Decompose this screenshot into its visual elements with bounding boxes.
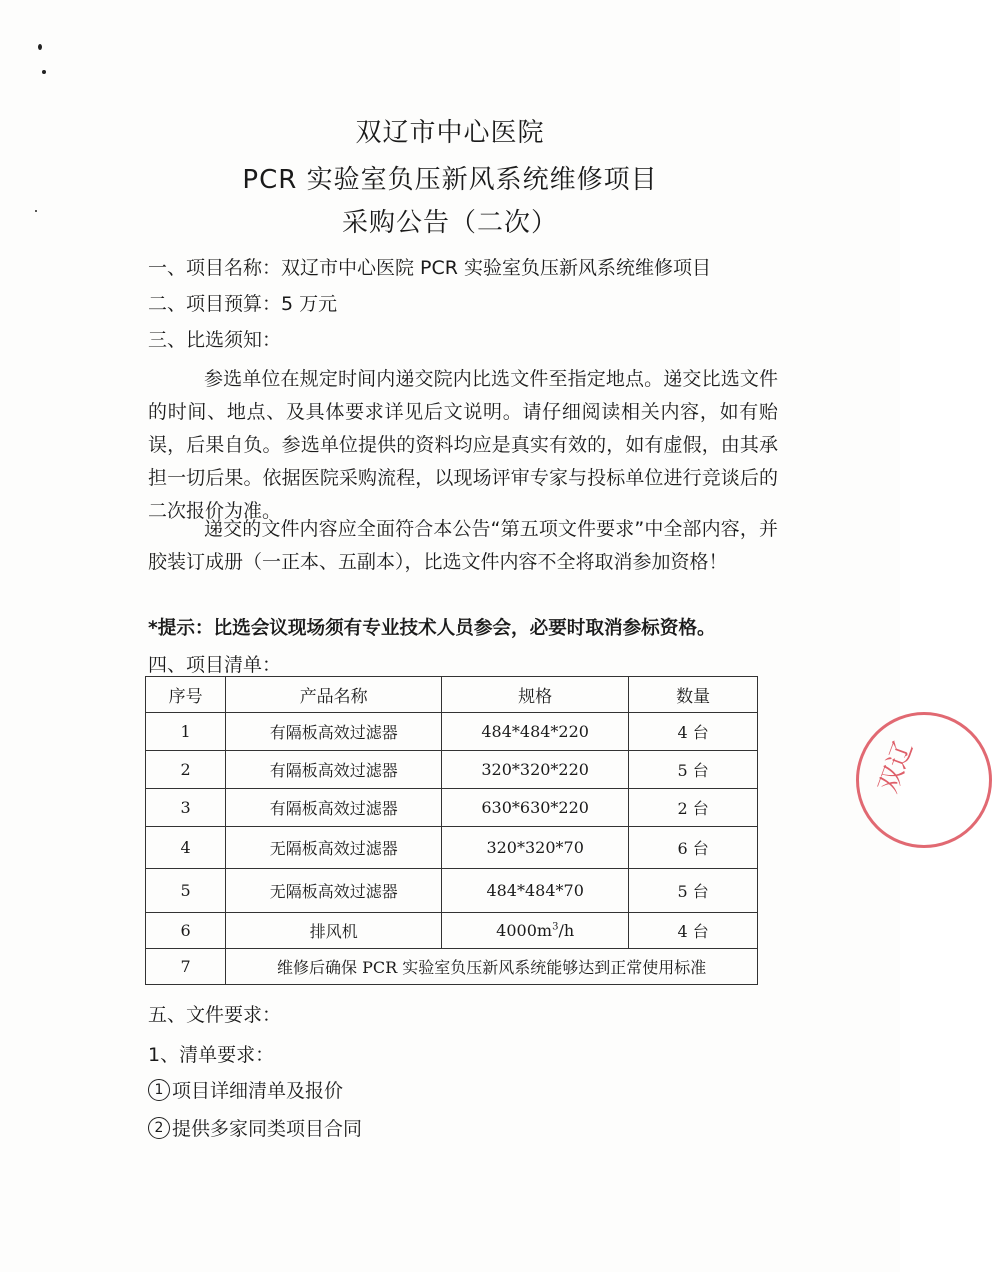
table-row xyxy=(146,913,758,949)
cell-qty: 5 台 xyxy=(629,751,758,789)
cell-qty: 4 台 xyxy=(629,713,758,751)
cell-spec: 630*630*220 xyxy=(442,789,629,827)
item-list-table xyxy=(145,676,758,985)
notice-paragraph-1: 参选单位在规定时间内递交院内比选文件至指定地点。递交比选文件的时间、地点、及具体要求详见后文说明。请仔细阅读相关内容，如有贻误，后果自负。参选单位提供的资料均应是真实有效的，如有虚假，由其承担一切后果。依据医院采购流程，以现场评审专家与投标单位进行竞谈后的二次报价为准。 xyxy=(148,368,778,522)
table-row xyxy=(146,827,758,869)
table-row xyxy=(146,751,758,789)
cell-qty: 6 台 xyxy=(629,827,758,869)
notice-paragraph-2: 递交的文件内容应全面符合本公告“第五项文件要求”中全部内容，并胶装订成册（一正本、五副本），比选文件内容不全将取消参加资格！ xyxy=(148,518,778,573)
cell-spec: 320*320*70 xyxy=(442,827,629,869)
requirement-item-1 xyxy=(148,1076,343,1103)
col-header-spec: 规格 xyxy=(442,677,629,713)
cell-name: 无隔板高效过滤器 xyxy=(226,869,442,913)
doc-title-project: PCR 实验室负压新风系统维修项目 xyxy=(242,165,658,195)
section-document-requirements: 五、文件要求： xyxy=(148,1004,282,1026)
table-row xyxy=(146,869,758,913)
doc-title-hospital: 双辽市中心医院 xyxy=(355,118,545,148)
cell-name: 有隔板高效过滤器 xyxy=(226,713,442,751)
cell-merged-requirement: 维修后确保 PCR 实验室负压新风系统能够达到正常使用标准 xyxy=(226,949,758,985)
spec-superscript: 3 xyxy=(552,921,559,933)
cell-spec xyxy=(442,913,629,949)
requirement-item-2-text: 提供多家同类项目合同 xyxy=(172,1118,363,1140)
cell-no: 4 xyxy=(146,827,226,869)
circled-number-2: 2 xyxy=(148,1117,170,1139)
section-project-name: 一、项目名称：双辽市中心医院 PCR 实验室负压新风系统维修项目 xyxy=(148,257,712,279)
cell-name: 无隔板高效过滤器 xyxy=(226,827,442,869)
cell-no: 6 xyxy=(146,913,226,949)
section-item-list-heading: 四、项目清单： xyxy=(148,654,282,676)
cell-no: 1 xyxy=(146,713,226,751)
col-header-no: 序号 xyxy=(146,677,226,713)
table-row xyxy=(146,713,758,751)
cell-no: 7 xyxy=(146,949,226,985)
col-header-name: 产品名称 xyxy=(226,677,442,713)
spec-base: 4000m xyxy=(496,921,553,940)
cell-no: 5 xyxy=(146,869,226,913)
circled-number-1: 1 xyxy=(148,1079,170,1101)
scan-speck xyxy=(42,70,46,74)
section-notice-heading: 三、比选须知： xyxy=(148,329,282,351)
cell-name: 排风机 xyxy=(226,913,442,949)
requirement-item-1-text: 项目详细清单及报价 xyxy=(172,1080,344,1102)
cell-name: 有隔板高效过滤器 xyxy=(226,789,442,827)
cell-qty: 2 台 xyxy=(629,789,758,827)
table-row xyxy=(146,949,758,985)
table-header-row xyxy=(146,677,758,713)
scan-speck xyxy=(38,44,42,50)
col-header-qty: 数量 xyxy=(629,677,758,713)
cell-no: 3 xyxy=(146,789,226,827)
section-budget: 二、项目预算：5 万元 xyxy=(148,293,338,315)
requirement-item-2 xyxy=(148,1114,362,1141)
cell-qty: 5 台 xyxy=(629,869,758,913)
table-row xyxy=(146,789,758,827)
cell-qty: 4 台 xyxy=(629,913,758,949)
spec-tail: /h xyxy=(558,921,575,940)
cell-spec: 484*484*70 xyxy=(442,869,629,913)
cell-name: 有隔板高效过滤器 xyxy=(226,751,442,789)
doc-title-announcement: 采购公告（二次） xyxy=(341,208,558,238)
official-seal-text: 双辽 xyxy=(873,737,920,797)
subsection-list-requirements: 1、清单要求： xyxy=(148,1044,275,1066)
cell-no: 2 xyxy=(146,751,226,789)
notice-tip: *提示：比选会议现场须有专业技术人员参会，必要时取消参标资格。 xyxy=(148,618,716,639)
cell-spec: 484*484*220 xyxy=(442,713,629,751)
cell-spec: 320*320*220 xyxy=(442,751,629,789)
